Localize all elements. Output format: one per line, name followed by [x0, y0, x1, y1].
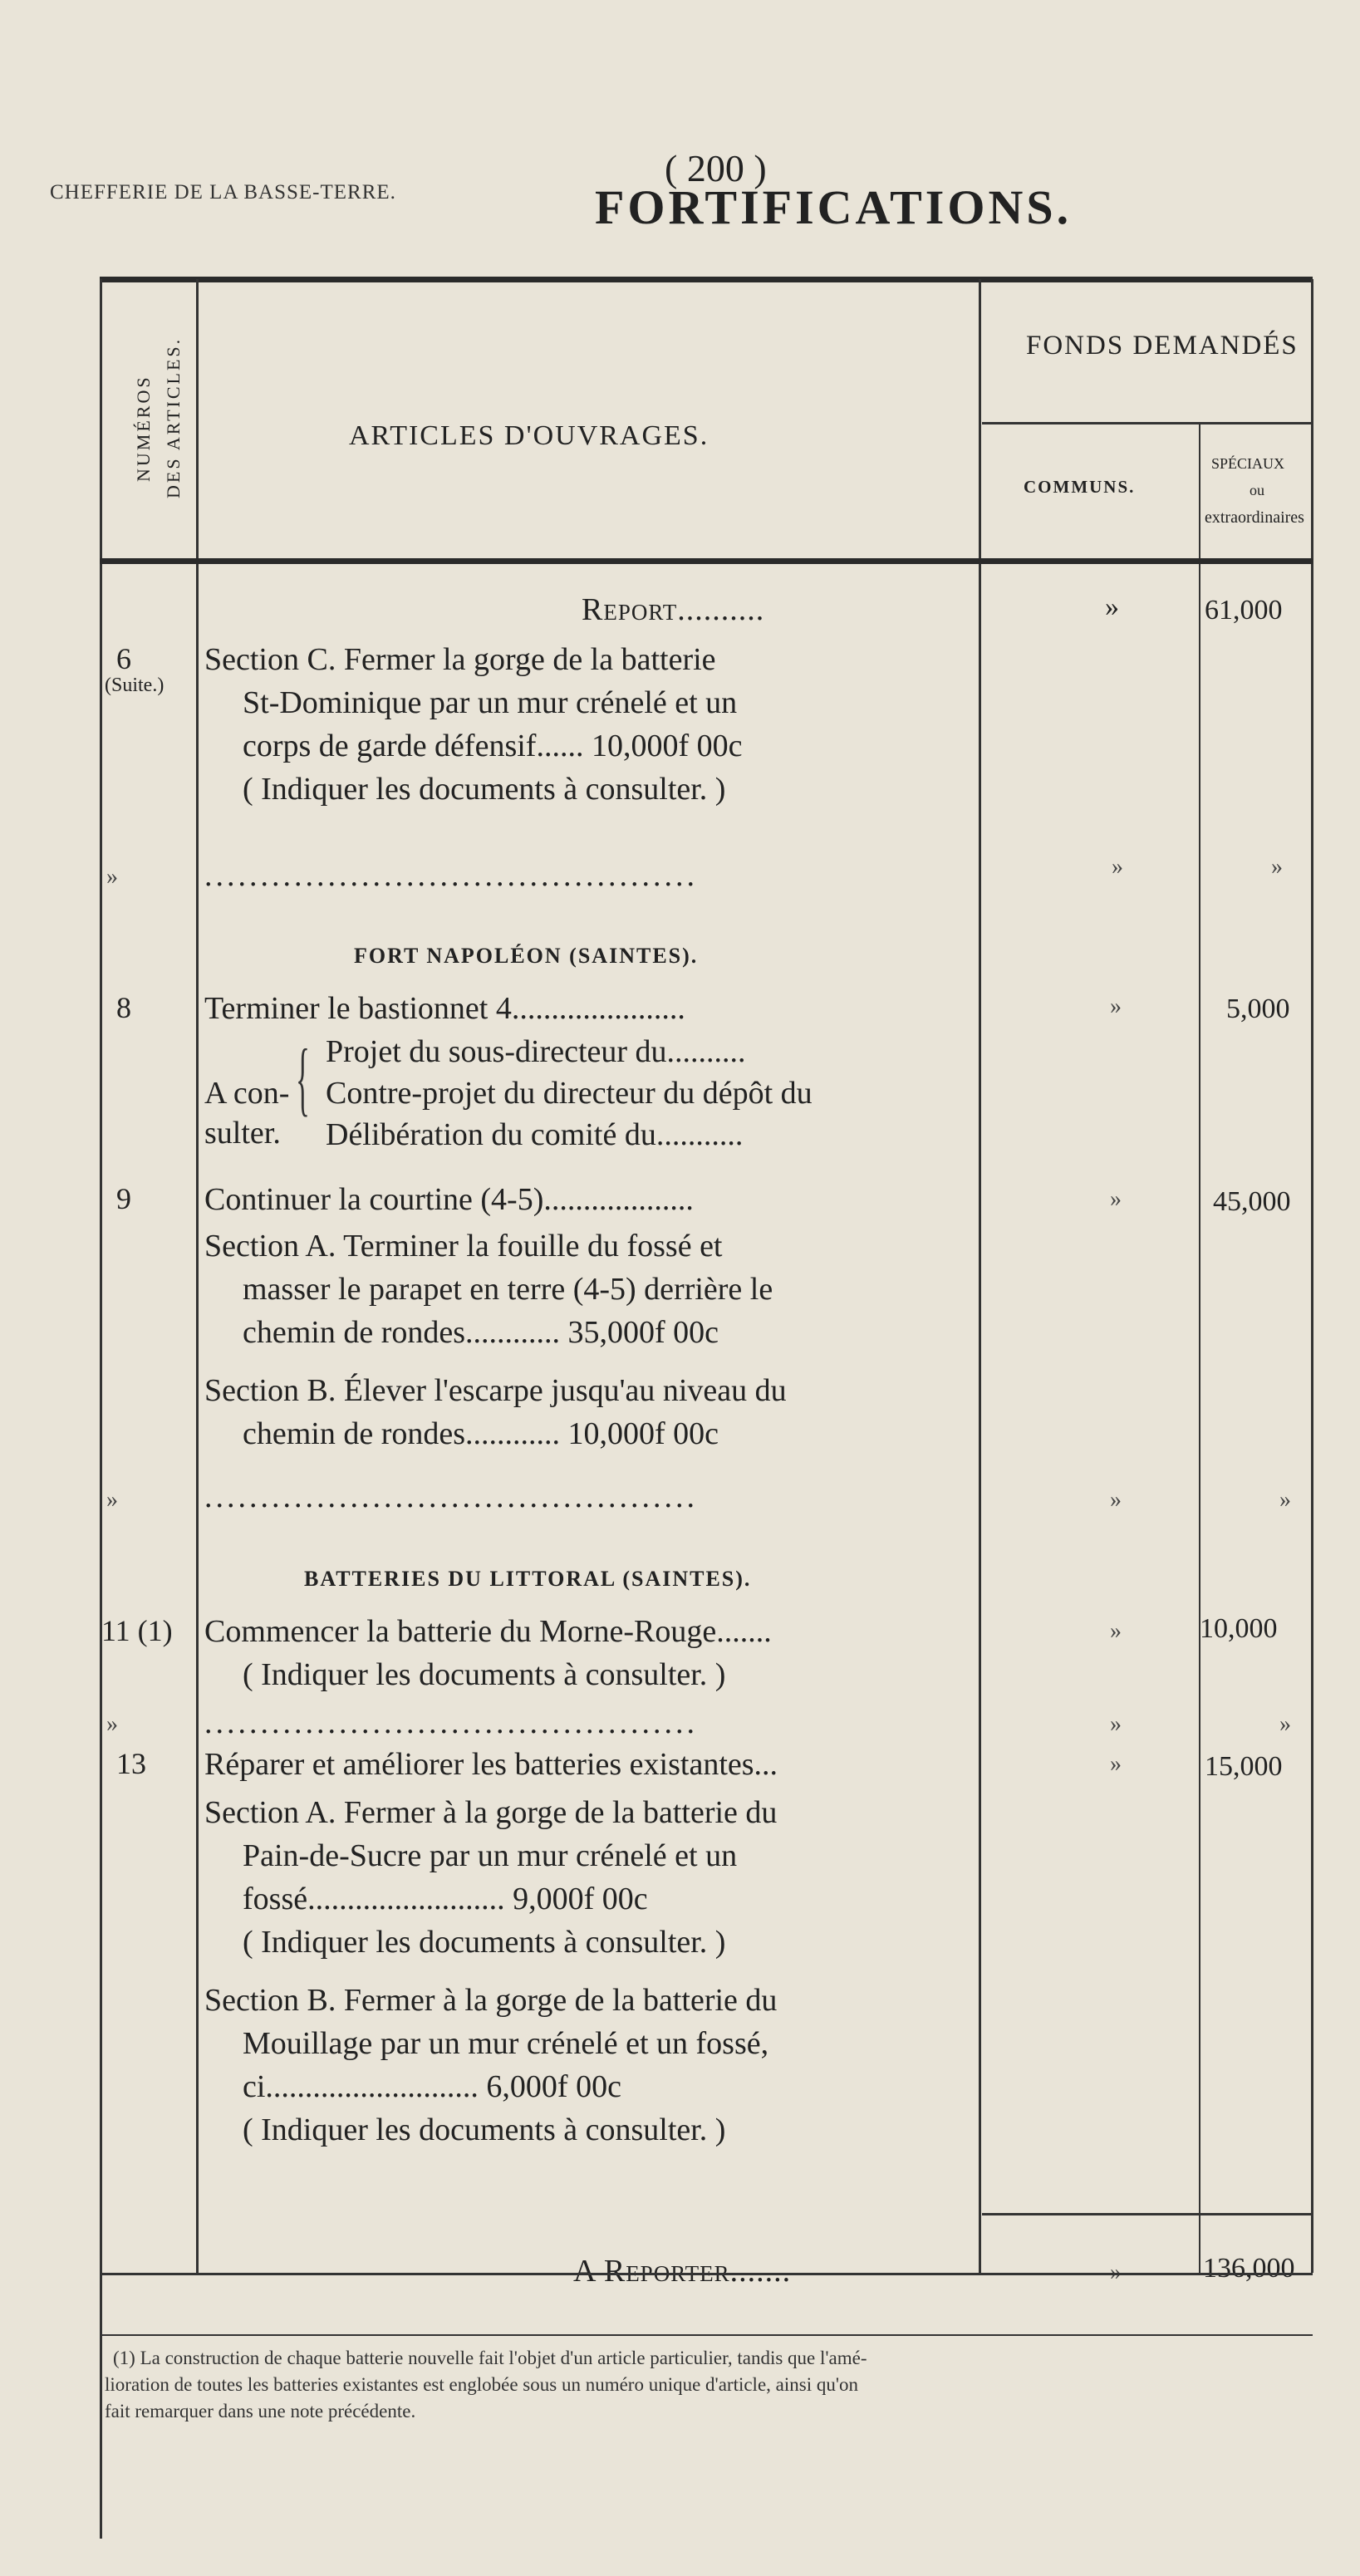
article-6-line-1: Section C. Fermer la gorge de la batterie: [204, 642, 716, 677]
header-extraordinaires: extraordinaires: [1205, 508, 1304, 527]
table-left-border: [100, 279, 102, 2539]
article-13-section-a-3: fossé......................... 9,000f 00c: [243, 1882, 648, 1916]
article-6-line-4: ( Indiquer les documents à consulter. ): [243, 772, 726, 807]
column-divider-communs: [1199, 424, 1200, 2273]
article-11-number: 11 (1): [101, 1614, 173, 1647]
header-numeros: NUMÉROS: [133, 375, 154, 482]
report-special: 61,000: [1205, 595, 1283, 626]
article-13-section-b-1: Section B. Fermer à la gorge de la batterie du: [204, 1983, 778, 2018]
article-9-section-a-3: chemin de rondes............ 35,000f 00c: [243, 1315, 719, 1350]
dotrow-3-dots: ............................................: [204, 1705, 698, 1740]
article-13-special: 15,000: [1205, 1751, 1283, 1782]
article-9-section-b-1: Section B. Élever l'escarpe jusqu'au niveau du: [204, 1373, 787, 1408]
article-6-line-2: St-Dominique par un mur crénelé et un: [243, 685, 738, 720]
reporter-label: A Reporter.......: [573, 2254, 792, 2289]
article-9-section-b-2: chemin de rondes............ 10,000f 00c: [243, 1416, 719, 1451]
dotrow-3-communs: »: [1110, 1711, 1122, 1737]
article-6-line-3: corps de garde défensif...... 10,000f 00c: [243, 729, 743, 763]
article-8-line-1: Terminer le bastionnet 4......................: [204, 991, 685, 1026]
article-9-communs: »: [1110, 1186, 1122, 1212]
article-11-communs: »: [1110, 1618, 1122, 1644]
dotrow-2-special: »: [1279, 1487, 1291, 1513]
reporter-communs: »: [1110, 2260, 1122, 2285]
article-13-line-1: Réparer et améliorer les batteries existantes...: [204, 1747, 778, 1782]
dotrow-2-number: »: [106, 1487, 118, 1513]
footnote-line-2: lioration de toutes les batteries existantes est englobée sous un numéro unique d'article, ainsi qu'on: [105, 2374, 858, 2395]
dotrow-2-communs: »: [1110, 1487, 1122, 1513]
header-fonds: FONDS DEMANDÉS: [1026, 331, 1299, 361]
header-ou: ou: [1250, 482, 1264, 498]
report-communs: »: [1105, 591, 1119, 622]
page-title: FORTIFICATIONS.: [595, 180, 1073, 234]
article-9-number: 9: [116, 1182, 131, 1215]
article-9-line-1: Continuer la courtine (4-5)...................: [204, 1182, 694, 1217]
report-label: Report..........: [582, 592, 765, 627]
article-13-section-b-2: Mouillage par un mur crénelé et un fossé,: [243, 2026, 769, 2061]
article-13-number: 13: [116, 1747, 146, 1780]
running-head: CHEFFERIE DE LA BASSE-TERRE.: [50, 181, 396, 204]
article-11-line-1: Commencer la batterie du Morne-Rouge.......: [204, 1614, 772, 1649]
section-heading-fort-napoleon: FORT NAPOLÉON (SAINTES).: [354, 944, 699, 968]
table-right-border: [1311, 279, 1313, 2273]
article-8-brace: {: [296, 1032, 310, 1124]
article-9-special: 45,000: [1213, 1186, 1291, 1217]
article-8-communs: »: [1110, 994, 1122, 1019]
article-13-communs: »: [1110, 1751, 1122, 1777]
section-heading-batteries: BATTERIES DU LITTORAL (SAINTES).: [304, 1567, 752, 1591]
page-number: ( 200 ): [665, 147, 767, 189]
article-11-line-2: ( Indiquer les documents à consulter. ): [243, 1657, 726, 1692]
header-bottom-rule: [100, 558, 1313, 564]
dotrow-3-special: »: [1279, 1711, 1291, 1737]
header-communs: COMMUNS.: [1024, 477, 1136, 497]
table-top-rule: [100, 277, 1313, 282]
article-6-number: 6: [116, 642, 131, 675]
footnote-rule: [100, 2334, 1313, 2336]
article-13-section-a-1: Section A. Fermer à la gorge de la batterie du: [204, 1795, 778, 1830]
article-8-a-consulter-1: A con-: [204, 1076, 290, 1111]
article-6-special: »: [1271, 854, 1283, 880]
footnote-line-3: fait remarquer dans une note précédente.: [105, 2401, 416, 2421]
article-11-special: 10,000: [1200, 1613, 1278, 1644]
table-bottom-rule: [100, 2273, 1313, 2275]
column-divider-num: [196, 279, 199, 2273]
article-8-number: 8: [116, 991, 131, 1024]
header-speciaux: SPÉCIAUX: [1211, 455, 1285, 472]
article-9-section-a-2: masser le parapet en terre (4-5) derrière le: [243, 1272, 773, 1307]
header-articles: ARTICLES D'OUVRAGES.: [349, 420, 709, 451]
dotrow-1-dots: ............................................: [204, 858, 698, 893]
article-8-special: 5,000: [1226, 994, 1290, 1024]
article-9-section-a-1: Section A. Terminer la fouille du fossé et: [204, 1229, 723, 1263]
article-8-consult-3: Délibération du comité du...........: [326, 1117, 744, 1152]
dotrow-2-dots: ............................................: [204, 1479, 698, 1514]
dotrow-3-number: »: [106, 1711, 118, 1737]
reporter-special: 136,000: [1203, 2253, 1295, 2284]
footnote-line-1: (1) La construction de chaque batterie nouvelle fait l'objet d'un article particulier, tandis que l'amé-: [113, 2348, 867, 2368]
article-13-section-b-3: ci........................... 6,000f 00c: [243, 2069, 621, 2104]
article-8-a-consulter-2: sulter.: [204, 1116, 281, 1151]
column-divider-articles: [979, 279, 981, 2273]
article-13-section-a-4: ( Indiquer les documents à consulter. ): [243, 1925, 726, 1960]
article-6-communs: »: [1112, 854, 1123, 880]
dotrow-1-number: »: [106, 864, 118, 890]
article-6-suite: (Suite.): [105, 675, 164, 696]
article-8-consult-2: Contre-projet du directeur du dépôt du: [326, 1076, 813, 1111]
article-13-section-a-2: Pain-de-Sucre par un mur crénelé et un: [243, 1838, 738, 1873]
subtotal-rule: [982, 2213, 1311, 2215]
header-fonds-rule: [982, 422, 1311, 424]
article-8-consult-1: Projet du sous-directeur du..........: [326, 1034, 746, 1069]
header-des-articles: DES ARTICLES.: [163, 336, 184, 498]
article-13-section-b-4: ( Indiquer les documents à consulter. ): [243, 2112, 726, 2147]
